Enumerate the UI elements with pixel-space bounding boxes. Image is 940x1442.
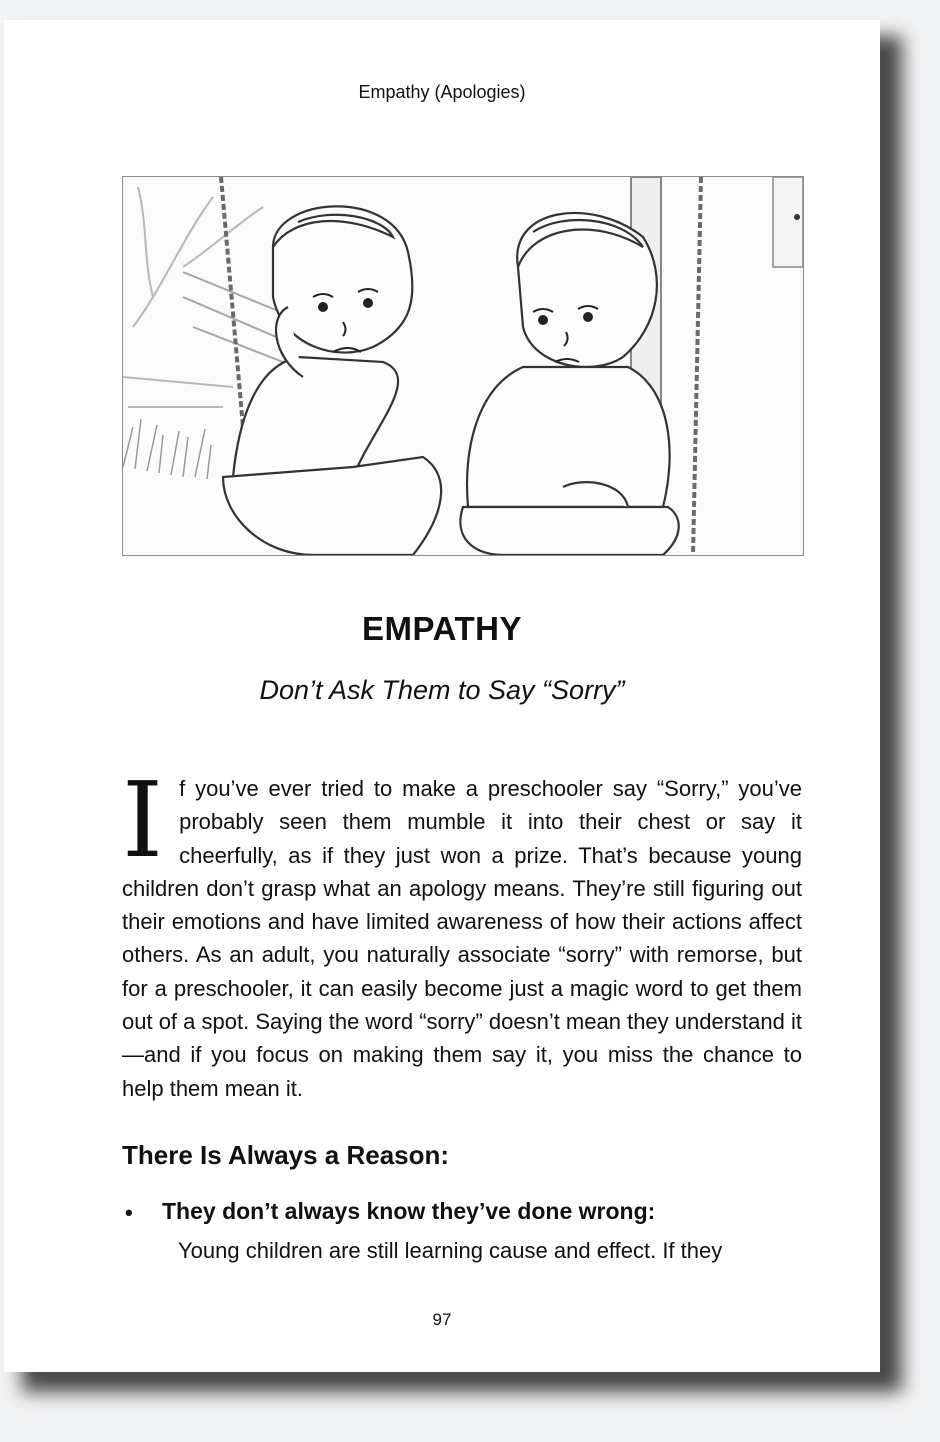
chapter-illustration: [122, 176, 804, 556]
bullet-title: They don’t always know they’ve done wrong:: [162, 1198, 656, 1224]
drop-cap: I: [122, 759, 164, 881]
children-on-swing-icon: [123, 177, 803, 555]
intro-paragraph: [122, 759, 802, 1105]
running-header: Empathy (Apologies): [358, 82, 526, 102]
bullet-marker: •: [125, 1200, 133, 1225]
intro-text: f you’ve ever tried to make a preschooler say “Sorry,” you’ve probably seen them mumble it into their chest or say it cheerfully, as if they just won a prize. That’s because young children don’t grasp what an apology means. They’re still figuring out their emotions and have limited awareness of how their actions affect others. As an adult, you naturally associate “sorry” with remorse, but for a preschooler, it can easily become just a magic word to get them out of a spot. Saying the word “sorry” doesn’t mean they understand it—and if you focus on making them say it, you miss the chance to help them mean it.: [122, 776, 802, 1101]
section-heading: There Is Always a Reason:: [122, 1140, 450, 1170]
book-page: [4, 20, 880, 1372]
chapter-title: EMPATHY: [362, 610, 522, 647]
page-number: 97: [432, 1310, 452, 1329]
bullet-text: Young children are still learning cause and effect. If they: [178, 1238, 723, 1263]
chapter-subtitle: Don’t Ask Them to Say “Sorry”: [259, 675, 625, 705]
